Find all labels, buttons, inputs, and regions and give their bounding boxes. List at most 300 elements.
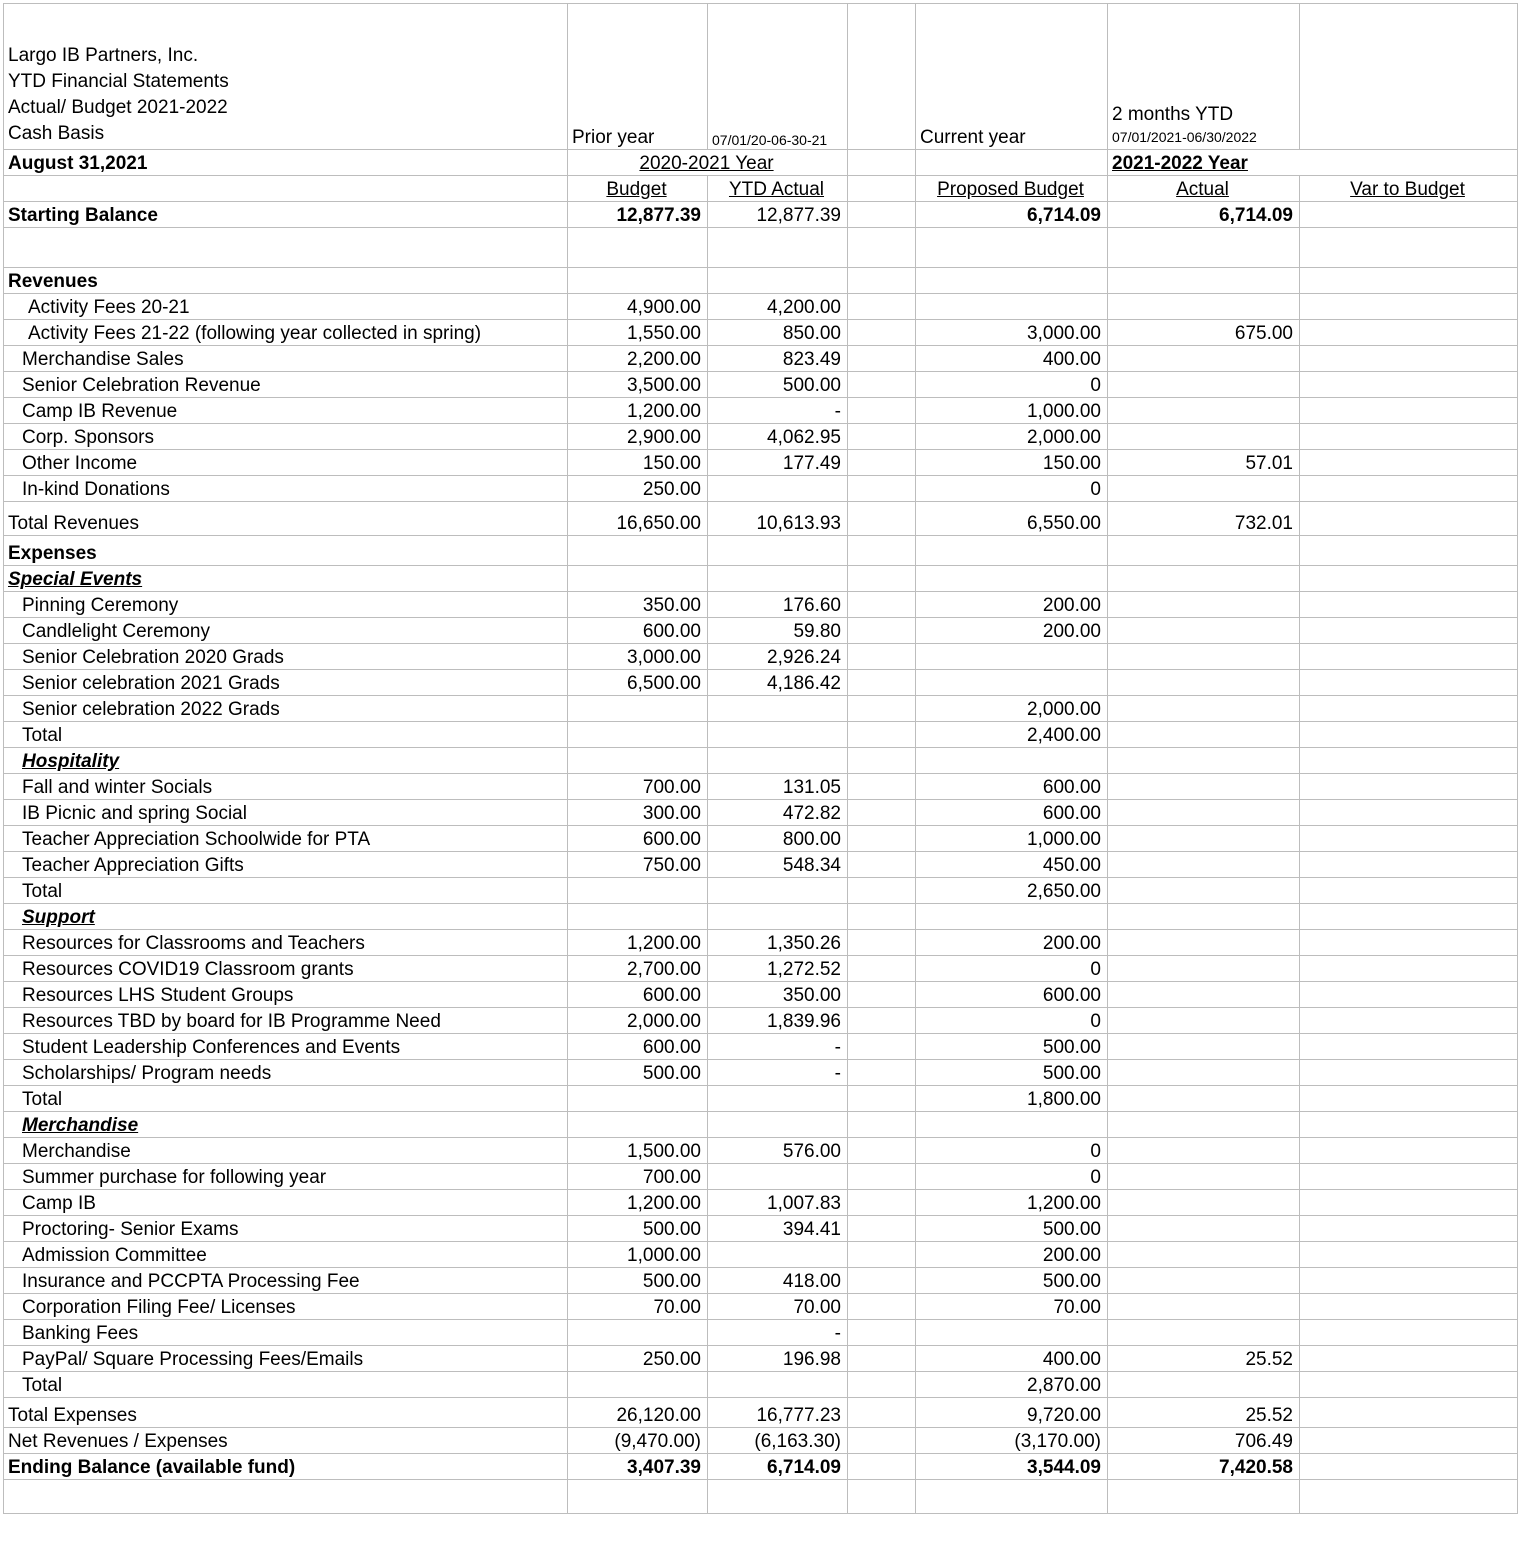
empty-cell[interactable] (848, 1138, 916, 1164)
row-label[interactable]: Camp IB Revenue (4, 398, 568, 424)
actual-cell[interactable]: 6,714.09 (1108, 202, 1300, 228)
row-label[interactable]: Senior celebration 2022 Grads (4, 696, 568, 722)
proposed-budget-cell[interactable]: 2,000.00 (916, 696, 1108, 722)
empty-cell[interactable] (568, 1480, 708, 1514)
var-to-budget-cell[interactable] (1300, 1294, 1518, 1320)
ytd-actual-cell[interactable]: - (708, 1060, 848, 1086)
ytd-actual-cell[interactable]: 176.60 (708, 592, 848, 618)
var-to-budget-cell[interactable] (1300, 450, 1518, 476)
empty-cell[interactable] (848, 904, 916, 930)
empty-cell[interactable] (916, 150, 1108, 176)
proposed-budget-cell[interactable]: 200.00 (916, 1242, 1108, 1268)
ytd-actual-cell[interactable]: 4,200.00 (708, 294, 848, 320)
empty-cell[interactable] (848, 202, 916, 228)
proposed-budget-cell[interactable]: 2,650.00 (916, 878, 1108, 904)
empty-cell[interactable] (848, 1164, 916, 1190)
ytd-actual-cell[interactable] (708, 476, 848, 502)
proposed-budget-cell[interactable] (916, 644, 1108, 670)
budget-cell[interactable]: 1,500.00 (568, 1138, 708, 1164)
proposed-budget-cell[interactable]: 400.00 (916, 346, 1108, 372)
actual-cell[interactable] (1108, 696, 1300, 722)
actual-cell[interactable]: 7,420.58 (1108, 1454, 1300, 1480)
ytd-actual-cell[interactable] (708, 878, 848, 904)
expenses-heading-label[interactable]: Expenses (4, 536, 568, 566)
empty-cell[interactable] (848, 372, 916, 398)
var-to-budget-cell[interactable] (1300, 1346, 1518, 1372)
empty-cell[interactable] (916, 566, 1108, 592)
var-to-budget-cell[interactable] (1300, 1320, 1518, 1346)
empty-cell[interactable] (848, 346, 916, 372)
actual-cell[interactable] (1108, 930, 1300, 956)
empty-cell[interactable] (4, 1480, 568, 1514)
empty-cell[interactable] (848, 722, 916, 748)
actual-cell[interactable] (1108, 852, 1300, 878)
actual-cell[interactable] (1108, 1372, 1300, 1398)
proposed-budget-cell[interactable]: 6,550.00 (916, 502, 1108, 536)
ytd-actual-cell[interactable]: 12,877.39 (708, 202, 848, 228)
proposed-budget-cell[interactable]: 0 (916, 476, 1108, 502)
budget-cell[interactable]: 350.00 (568, 592, 708, 618)
prior-range-cell[interactable]: 07/01/20-06-30-21 (708, 4, 848, 150)
actual-cell[interactable] (1108, 592, 1300, 618)
empty-cell[interactable] (848, 1480, 916, 1514)
empty-cell[interactable] (568, 904, 708, 930)
actual-cell[interactable] (1108, 476, 1300, 502)
empty-cell[interactable] (1300, 536, 1518, 566)
actual-cell[interactable] (1108, 398, 1300, 424)
empty-cell[interactable] (708, 228, 848, 268)
budget-cell[interactable]: 1,200.00 (568, 930, 708, 956)
empty-cell[interactable] (708, 1112, 848, 1138)
var-to-budget-cell[interactable] (1300, 930, 1518, 956)
ytd-actual-cell[interactable]: 1,007.83 (708, 1190, 848, 1216)
section-merchandise-label[interactable]: Merchandise (4, 1112, 568, 1138)
empty-cell[interactable] (916, 904, 1108, 930)
budget-cell[interactable]: 4,900.00 (568, 294, 708, 320)
row-label[interactable]: PayPal/ Square Processing Fees/Emails (4, 1346, 568, 1372)
var-to-budget-cell[interactable] (1300, 1216, 1518, 1242)
proposed-budget-cell[interactable]: 3,000.00 (916, 320, 1108, 346)
ytd-actual-cell[interactable]: - (708, 398, 848, 424)
empty-cell[interactable] (848, 1060, 916, 1086)
budget-cell[interactable]: 26,120.00 (568, 1398, 708, 1428)
section-hospitality-label[interactable]: Hospitality (4, 748, 568, 774)
row-label[interactable]: Corporation Filing Fee/ Licenses (4, 1294, 568, 1320)
empty-cell[interactable] (4, 228, 568, 268)
var-to-budget-cell[interactable] (1300, 696, 1518, 722)
ytd-actual-cell[interactable]: 131.05 (708, 774, 848, 800)
empty-cell[interactable] (848, 1372, 916, 1398)
budget-cell[interactable]: 1,000.00 (568, 1242, 708, 1268)
row-label[interactable]: Teacher Appreciation Schoolwide for PTA (4, 826, 568, 852)
budget-cell[interactable]: 700.00 (568, 1164, 708, 1190)
row-label[interactable]: Admission Committee (4, 1242, 568, 1268)
proposed-budget-cell[interactable]: 70.00 (916, 1294, 1108, 1320)
budget-cell[interactable]: 700.00 (568, 774, 708, 800)
empty-cell[interactable] (848, 398, 916, 424)
budget-cell[interactable]: 2,200.00 (568, 346, 708, 372)
proposed-budget-cell[interactable]: 600.00 (916, 982, 1108, 1008)
row-label[interactable]: Summer purchase for following year (4, 1164, 568, 1190)
ytd-actual-cell[interactable]: 472.82 (708, 800, 848, 826)
proposed-budget-cell[interactable]: 2,870.00 (916, 1372, 1108, 1398)
col-var-to-budget[interactable]: Var to Budget (1300, 176, 1518, 202)
col-proposed-budget[interactable]: Proposed Budget (916, 176, 1108, 202)
empty-cell[interactable] (848, 1008, 916, 1034)
budget-cell[interactable]: 600.00 (568, 1034, 708, 1060)
row-label[interactable]: Ending Balance (available fund) (4, 1454, 568, 1480)
empty-cell[interactable] (708, 536, 848, 566)
var-to-budget-cell[interactable] (1300, 476, 1518, 502)
var-to-budget-cell[interactable] (1300, 1190, 1518, 1216)
budget-cell[interactable]: 150.00 (568, 450, 708, 476)
var-to-budget-cell[interactable] (1300, 1138, 1518, 1164)
actual-cell[interactable] (1108, 618, 1300, 644)
var-to-budget-cell[interactable] (1300, 1086, 1518, 1112)
actual-cell[interactable] (1108, 1164, 1300, 1190)
empty-cell[interactable] (848, 1294, 916, 1320)
actual-cell[interactable] (1108, 982, 1300, 1008)
empty-cell[interactable] (916, 1480, 1108, 1514)
budget-cell[interactable]: 600.00 (568, 982, 708, 1008)
budget-cell[interactable] (568, 696, 708, 722)
empty-cell[interactable] (1108, 228, 1300, 268)
empty-cell[interactable] (848, 1034, 916, 1060)
budget-cell[interactable]: 1,200.00 (568, 398, 708, 424)
row-label[interactable]: Student Leadership Conferences and Events (4, 1034, 568, 1060)
actual-cell[interactable] (1108, 1190, 1300, 1216)
empty-cell[interactable] (1300, 748, 1518, 774)
empty-cell[interactable] (848, 268, 916, 294)
budget-cell[interactable]: 3,000.00 (568, 644, 708, 670)
section-support-label[interactable]: Support (4, 904, 568, 930)
empty-cell[interactable] (848, 670, 916, 696)
var-to-budget-cell[interactable] (1300, 1398, 1518, 1428)
empty-cell[interactable] (1300, 1112, 1518, 1138)
proposed-budget-cell[interactable]: 150.00 (916, 450, 1108, 476)
row-label[interactable]: Starting Balance (4, 202, 568, 228)
ytd-actual-cell[interactable] (708, 696, 848, 722)
actual-cell[interactable] (1108, 644, 1300, 670)
ytd-actual-cell[interactable]: 16,777.23 (708, 1398, 848, 1428)
actual-cell[interactable] (1108, 1242, 1300, 1268)
row-label[interactable]: In-kind Donations (4, 476, 568, 502)
actual-cell[interactable] (1108, 1060, 1300, 1086)
actual-cell[interactable] (1108, 826, 1300, 852)
actual-cell[interactable] (1108, 1268, 1300, 1294)
actual-cell[interactable]: 706.49 (1108, 1428, 1300, 1454)
empty-cell[interactable] (848, 450, 916, 476)
actual-cell[interactable] (1108, 1086, 1300, 1112)
proposed-budget-cell[interactable]: 1,000.00 (916, 826, 1108, 852)
row-label[interactable]: Corp. Sponsors (4, 424, 568, 450)
var-to-budget-cell[interactable] (1300, 372, 1518, 398)
proposed-budget-cell[interactable] (916, 1320, 1108, 1346)
actual-cell[interactable] (1108, 424, 1300, 450)
ytd-actual-cell[interactable]: 418.00 (708, 1268, 848, 1294)
actual-cell[interactable]: 57.01 (1108, 450, 1300, 476)
budget-cell[interactable]: 6,500.00 (568, 670, 708, 696)
row-label[interactable]: Proctoring- Senior Exams (4, 1216, 568, 1242)
empty-cell[interactable] (568, 228, 708, 268)
empty-cell[interactable] (848, 4, 916, 150)
row-label[interactable]: Pinning Ceremony (4, 592, 568, 618)
proposed-budget-cell[interactable]: 6,714.09 (916, 202, 1108, 228)
proposed-budget-cell[interactable]: 500.00 (916, 1216, 1108, 1242)
ytd-actual-cell[interactable]: 1,350.26 (708, 930, 848, 956)
var-to-budget-cell[interactable] (1300, 1242, 1518, 1268)
empty-cell[interactable] (848, 852, 916, 878)
row-label[interactable]: Banking Fees (4, 1320, 568, 1346)
row-label[interactable]: Total (4, 722, 568, 748)
empty-cell[interactable] (848, 1242, 916, 1268)
empty-cell[interactable] (848, 1190, 916, 1216)
proposed-budget-cell[interactable]: 1,200.00 (916, 1190, 1108, 1216)
ytd-actual-cell[interactable]: - (708, 1034, 848, 1060)
budget-cell[interactable]: 12,877.39 (568, 202, 708, 228)
actual-cell[interactable] (1108, 346, 1300, 372)
empty-cell[interactable] (848, 536, 916, 566)
proposed-budget-cell[interactable]: 500.00 (916, 1268, 1108, 1294)
row-label[interactable]: Other Income (4, 450, 568, 476)
var-to-budget-cell[interactable] (1300, 722, 1518, 748)
empty-cell[interactable] (568, 566, 708, 592)
var-to-budget-cell[interactable] (1300, 826, 1518, 852)
empty-cell[interactable] (848, 1428, 916, 1454)
row-label[interactable]: Total Expenses (4, 1398, 568, 1428)
var-to-budget-cell[interactable] (1300, 1428, 1518, 1454)
ytd-actual-cell[interactable]: 10,613.93 (708, 502, 848, 536)
ytd-actual-cell[interactable]: 196.98 (708, 1346, 848, 1372)
empty-cell[interactable] (848, 618, 916, 644)
empty-cell[interactable] (1108, 1480, 1300, 1514)
ytd-actual-cell[interactable]: 576.00 (708, 1138, 848, 1164)
proposed-budget-cell[interactable] (916, 670, 1108, 696)
ytd-actual-cell[interactable]: 1,272.52 (708, 956, 848, 982)
empty-cell[interactable] (848, 294, 916, 320)
budget-cell[interactable]: 600.00 (568, 618, 708, 644)
section-special-label[interactable]: Special Events (4, 566, 568, 592)
empty-cell[interactable] (708, 1480, 848, 1514)
empty-cell[interactable] (568, 536, 708, 566)
budget-cell[interactable] (568, 1372, 708, 1398)
actual-cell[interactable] (1108, 1294, 1300, 1320)
var-to-budget-cell[interactable] (1300, 1034, 1518, 1060)
empty-cell[interactable] (848, 320, 916, 346)
var-to-budget-cell[interactable] (1300, 956, 1518, 982)
var-to-budget-cell[interactable] (1300, 878, 1518, 904)
ytd-actual-cell[interactable]: 177.49 (708, 450, 848, 476)
row-label[interactable]: Scholarships/ Program needs (4, 1060, 568, 1086)
var-to-budget-cell[interactable] (1300, 202, 1518, 228)
actual-cell[interactable]: 25.52 (1108, 1346, 1300, 1372)
actual-cell[interactable]: 675.00 (1108, 320, 1300, 346)
var-to-budget-cell[interactable] (1300, 592, 1518, 618)
empty-cell[interactable] (848, 592, 916, 618)
row-label[interactable]: Total (4, 1372, 568, 1398)
proposed-budget-cell[interactable]: 200.00 (916, 592, 1108, 618)
var-to-budget-cell[interactable] (1300, 502, 1518, 536)
actual-cell[interactable] (1108, 956, 1300, 982)
row-label[interactable]: Activity Fees 20-21 (4, 294, 568, 320)
col-budget[interactable]: Budget (568, 176, 708, 202)
proposed-budget-cell[interactable]: 600.00 (916, 774, 1108, 800)
empty-cell[interactable] (1300, 4, 1518, 150)
empty-cell[interactable] (848, 228, 916, 268)
var-to-budget-cell[interactable] (1300, 852, 1518, 878)
actual-cell[interactable] (1108, 722, 1300, 748)
ytd-actual-cell[interactable] (708, 1164, 848, 1190)
budget-cell[interactable]: 600.00 (568, 826, 708, 852)
empty-cell[interactable] (1300, 904, 1518, 930)
empty-cell[interactable] (916, 536, 1108, 566)
ytd-actual-cell[interactable] (708, 1372, 848, 1398)
ytd-actual-cell[interactable]: 4,186.42 (708, 670, 848, 696)
ytd-actual-cell[interactable]: 6,714.09 (708, 1454, 848, 1480)
empty-cell[interactable] (848, 1320, 916, 1346)
budget-cell[interactable]: 3,500.00 (568, 372, 708, 398)
actual-cell[interactable] (1108, 294, 1300, 320)
empty-cell[interactable] (708, 904, 848, 930)
actual-cell[interactable] (1108, 1034, 1300, 1060)
row-label[interactable]: Activity Fees 21-22 (following year collected in spring) (4, 320, 568, 346)
actual-cell[interactable] (1108, 1216, 1300, 1242)
empty-cell[interactable] (1108, 904, 1300, 930)
budget-cell[interactable]: 250.00 (568, 1346, 708, 1372)
ytd-actual-cell[interactable]: - (708, 1320, 848, 1346)
row-label[interactable]: Senior Celebration Revenue (4, 372, 568, 398)
ytd-actual-cell[interactable]: 800.00 (708, 826, 848, 852)
row-label[interactable]: Merchandise (4, 1138, 568, 1164)
proposed-budget-cell[interactable]: 200.00 (916, 618, 1108, 644)
prior-year-cell[interactable]: Prior year (568, 4, 708, 150)
budget-cell[interactable]: 500.00 (568, 1268, 708, 1294)
empty-cell[interactable] (1108, 536, 1300, 566)
row-label[interactable]: Resources TBD by board for IB Programme Need (4, 1008, 568, 1034)
ytd-cell[interactable] (1108, 4, 1300, 150)
budget-cell[interactable]: 1,200.00 (568, 1190, 708, 1216)
row-label[interactable]: Total (4, 1086, 568, 1112)
budget-cell[interactable] (568, 722, 708, 748)
proposed-budget-cell[interactable]: (3,170.00) (916, 1428, 1108, 1454)
budget-cell[interactable] (568, 1086, 708, 1112)
actual-cell[interactable] (1108, 774, 1300, 800)
actual-cell[interactable] (1108, 1138, 1300, 1164)
empty-cell[interactable] (848, 566, 916, 592)
var-to-budget-cell[interactable] (1300, 1060, 1518, 1086)
budget-cell[interactable]: (9,470.00) (568, 1428, 708, 1454)
empty-cell[interactable] (848, 696, 916, 722)
budget-cell[interactable]: 16,650.00 (568, 502, 708, 536)
ytd-actual-cell[interactable]: 59.80 (708, 618, 848, 644)
empty-cell[interactable] (568, 1112, 708, 1138)
ytd-actual-cell[interactable]: 2,926.24 (708, 644, 848, 670)
ytd-actual-cell[interactable] (708, 722, 848, 748)
row-label[interactable]: Fall and winter Socials (4, 774, 568, 800)
empty-cell[interactable] (848, 1398, 916, 1428)
var-to-budget-cell[interactable] (1300, 618, 1518, 644)
ytd-actual-cell[interactable]: 823.49 (708, 346, 848, 372)
empty-cell[interactable] (916, 268, 1108, 294)
proposed-budget-cell[interactable]: 0 (916, 1164, 1108, 1190)
proposed-budget-cell[interactable]: 2,000.00 (916, 424, 1108, 450)
budget-cell[interactable]: 2,900.00 (568, 424, 708, 450)
empty-cell[interactable] (1300, 228, 1518, 268)
actual-cell[interactable] (1108, 878, 1300, 904)
ytd-actual-cell[interactable]: 850.00 (708, 320, 848, 346)
empty-cell[interactable] (848, 150, 916, 176)
empty-cell[interactable] (568, 748, 708, 774)
budget-cell[interactable]: 250.00 (568, 476, 708, 502)
proposed-budget-cell[interactable]: 2,400.00 (916, 722, 1108, 748)
row-label[interactable]: Resources for Classrooms and Teachers (4, 930, 568, 956)
empty-cell[interactable] (916, 1112, 1108, 1138)
var-to-budget-cell[interactable] (1300, 670, 1518, 696)
empty-cell[interactable] (848, 800, 916, 826)
empty-cell[interactable] (848, 930, 916, 956)
empty-cell[interactable] (848, 424, 916, 450)
empty-cell[interactable] (848, 1346, 916, 1372)
revenues-heading-label[interactable]: Revenues (4, 268, 568, 294)
report-date[interactable]: August 31,2021 (4, 150, 568, 176)
proposed-budget-cell[interactable]: 1,800.00 (916, 1086, 1108, 1112)
var-to-budget-cell[interactable] (1300, 1164, 1518, 1190)
row-label[interactable]: Senior celebration 2021 Grads (4, 670, 568, 696)
empty-cell[interactable] (848, 956, 916, 982)
empty-cell[interactable] (1108, 1112, 1300, 1138)
proposed-budget-cell[interactable]: 9,720.00 (916, 1398, 1108, 1428)
row-label[interactable]: Senior Celebration 2020 Grads (4, 644, 568, 670)
empty-cell[interactable] (848, 176, 916, 202)
var-to-budget-cell[interactable] (1300, 1454, 1518, 1480)
budget-cell[interactable] (568, 878, 708, 904)
row-label[interactable]: Candlelight Ceremony (4, 618, 568, 644)
current-year-cell[interactable]: Current year (916, 4, 1108, 150)
proposed-budget-cell[interactable]: 200.00 (916, 930, 1108, 956)
actual-cell[interactable]: 25.52 (1108, 1398, 1300, 1428)
ytd-actual-cell[interactable]: 70.00 (708, 1294, 848, 1320)
ytd-actual-cell[interactable]: (6,163.30) (708, 1428, 848, 1454)
ytd-actual-cell[interactable]: 1,839.96 (708, 1008, 848, 1034)
empty-cell[interactable] (1300, 268, 1518, 294)
actual-cell[interactable] (1108, 1008, 1300, 1034)
empty-cell[interactable] (848, 644, 916, 670)
empty-cell[interactable] (848, 826, 916, 852)
var-to-budget-cell[interactable] (1300, 398, 1518, 424)
row-label[interactable]: Total Revenues (4, 502, 568, 536)
budget-cell[interactable]: 70.00 (568, 1294, 708, 1320)
col-actual[interactable]: Actual (1108, 176, 1300, 202)
proposed-budget-cell[interactable]: 600.00 (916, 800, 1108, 826)
var-to-budget-cell[interactable] (1300, 320, 1518, 346)
empty-cell[interactable] (1108, 268, 1300, 294)
empty-cell[interactable] (916, 228, 1108, 268)
row-label[interactable]: Total (4, 878, 568, 904)
empty-cell[interactable] (1300, 566, 1518, 592)
empty-cell[interactable] (848, 1268, 916, 1294)
budget-cell[interactable]: 750.00 (568, 852, 708, 878)
var-to-budget-cell[interactable] (1300, 294, 1518, 320)
var-to-budget-cell[interactable] (1300, 982, 1518, 1008)
proposed-budget-cell[interactable]: 1,000.00 (916, 398, 1108, 424)
proposed-budget-cell[interactable]: 500.00 (916, 1060, 1108, 1086)
ytd-actual-cell[interactable] (708, 1086, 848, 1112)
empty-cell[interactable] (1108, 566, 1300, 592)
empty-cell[interactable] (1300, 1480, 1518, 1514)
row-label[interactable]: IB Picnic and spring Social (4, 800, 568, 826)
actual-cell[interactable]: 732.01 (1108, 502, 1300, 536)
proposed-budget-cell[interactable]: 500.00 (916, 1034, 1108, 1060)
